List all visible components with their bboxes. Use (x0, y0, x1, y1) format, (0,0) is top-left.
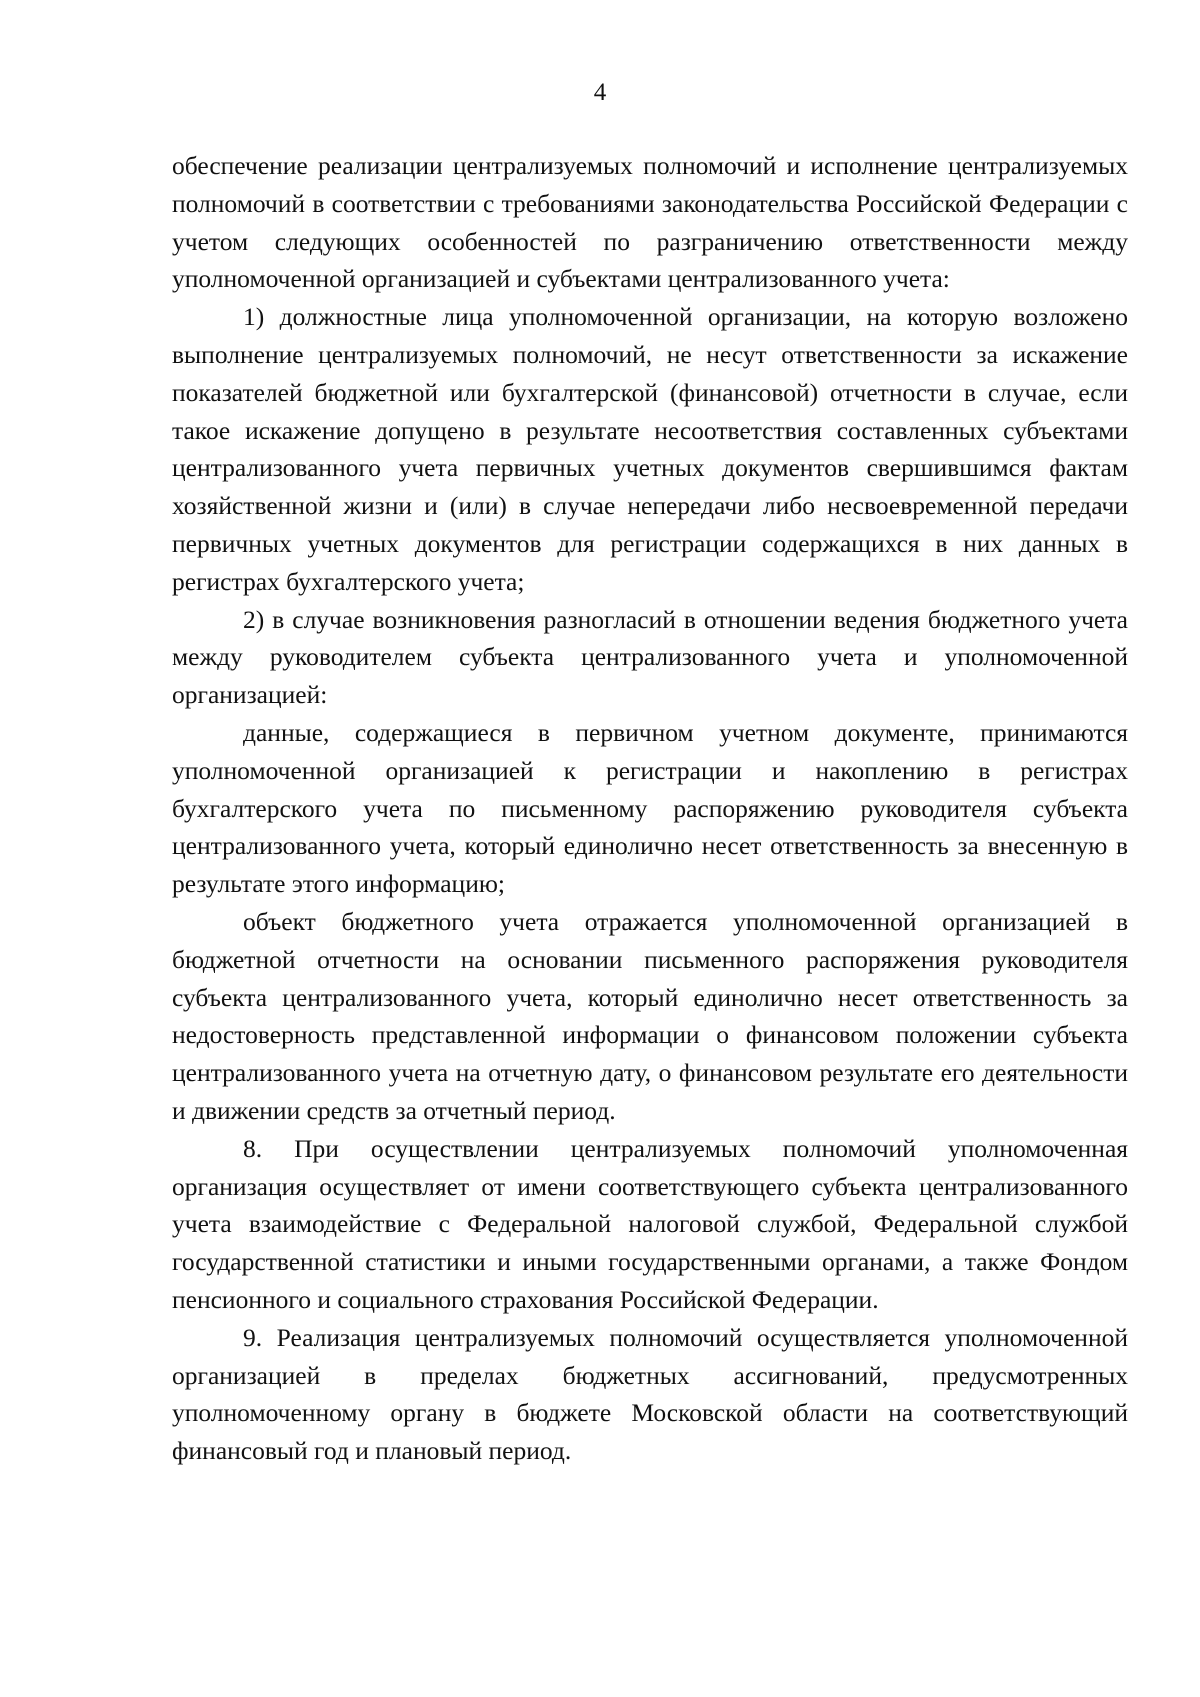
paragraph-item-2-object: объект бюджетного учета отражается уполномоченной организацией в бюджетной отчетности на основании письменного распоряжения руководителя субъекта централизованного учета, который единолично несет ответственность за недостоверность представленной информации о финансовом положении субъекта централизованного учета на отчетную дату, о финансовом результате его деятельности и движении средств за отчетный период. (172, 906, 1128, 1125)
paragraph-item-2: 2) в случае возникновения разногласий в отношении ведения бюджетного учета между руководителем субъекта централизованного учета и уполномоченной организацией: (172, 604, 1128, 710)
paragraph-clause-8: 8. При осуществлении централизуемых полномочий уполномоченная организация осуществляет от имени соответствующего субъекта централизованного учета взаимодействие с Федеральной налоговой службой, Федеральной службой государственной статистики и иными государственными органами, а также Фондом пенсионного и социального страхования Российской Федерации. (172, 1133, 1128, 1314)
paragraph-intro: обеспечение реализации централизуемых полномочий и исполнение централизуемых полномочий в соответствии с требованиями законодательства Российской Федерации с учетом следующих особенностей по разграничению ответственности между уполномоченной организацией и субъектами централизованного учета: (172, 151, 1128, 294)
paragraph-clause-9: 9. Реализация централизуемых полномочий осуществляется уполномоченной организацией в пределах бюджетных ассигнований, предусмотренных уполномоченному органу в бюджете Московской области на соответствующий финансовый год и плановый период. (172, 1322, 1128, 1466)
paragraph-item-2-data: данные, содержащиеся в первичном учетном документе, принимаются уполномоченной организацией к регистрации и накоплению в регистрах бухгалтерского учета по письменному распоряжению руководителя субъекта централизованного учета, который единолично несет ответственность за внесенную в результате этого информацию; (172, 717, 1128, 899)
document-body (172, 147, 1128, 1470)
page-number: 4 (593, 79, 607, 106)
paragraph-item-1: 1) должностные лица уполномоченной организации, на которую возложено выполнение централизуемых полномочий, не несут ответственности за искажение показателей бюджетной или бухгалтерской (финансовой) отчетности в случае, если такое искажение допущено в результате несоответствия составленных субъектами централизованного учета первичных учетных документов свершившимся фактам хозяйственной жизни и (или) в случае непередачи либо несвоевременной передачи первичных учетных документов для регистрации содержащихся в них данных в регистрах бухгалтерского учета; (172, 302, 1128, 596)
